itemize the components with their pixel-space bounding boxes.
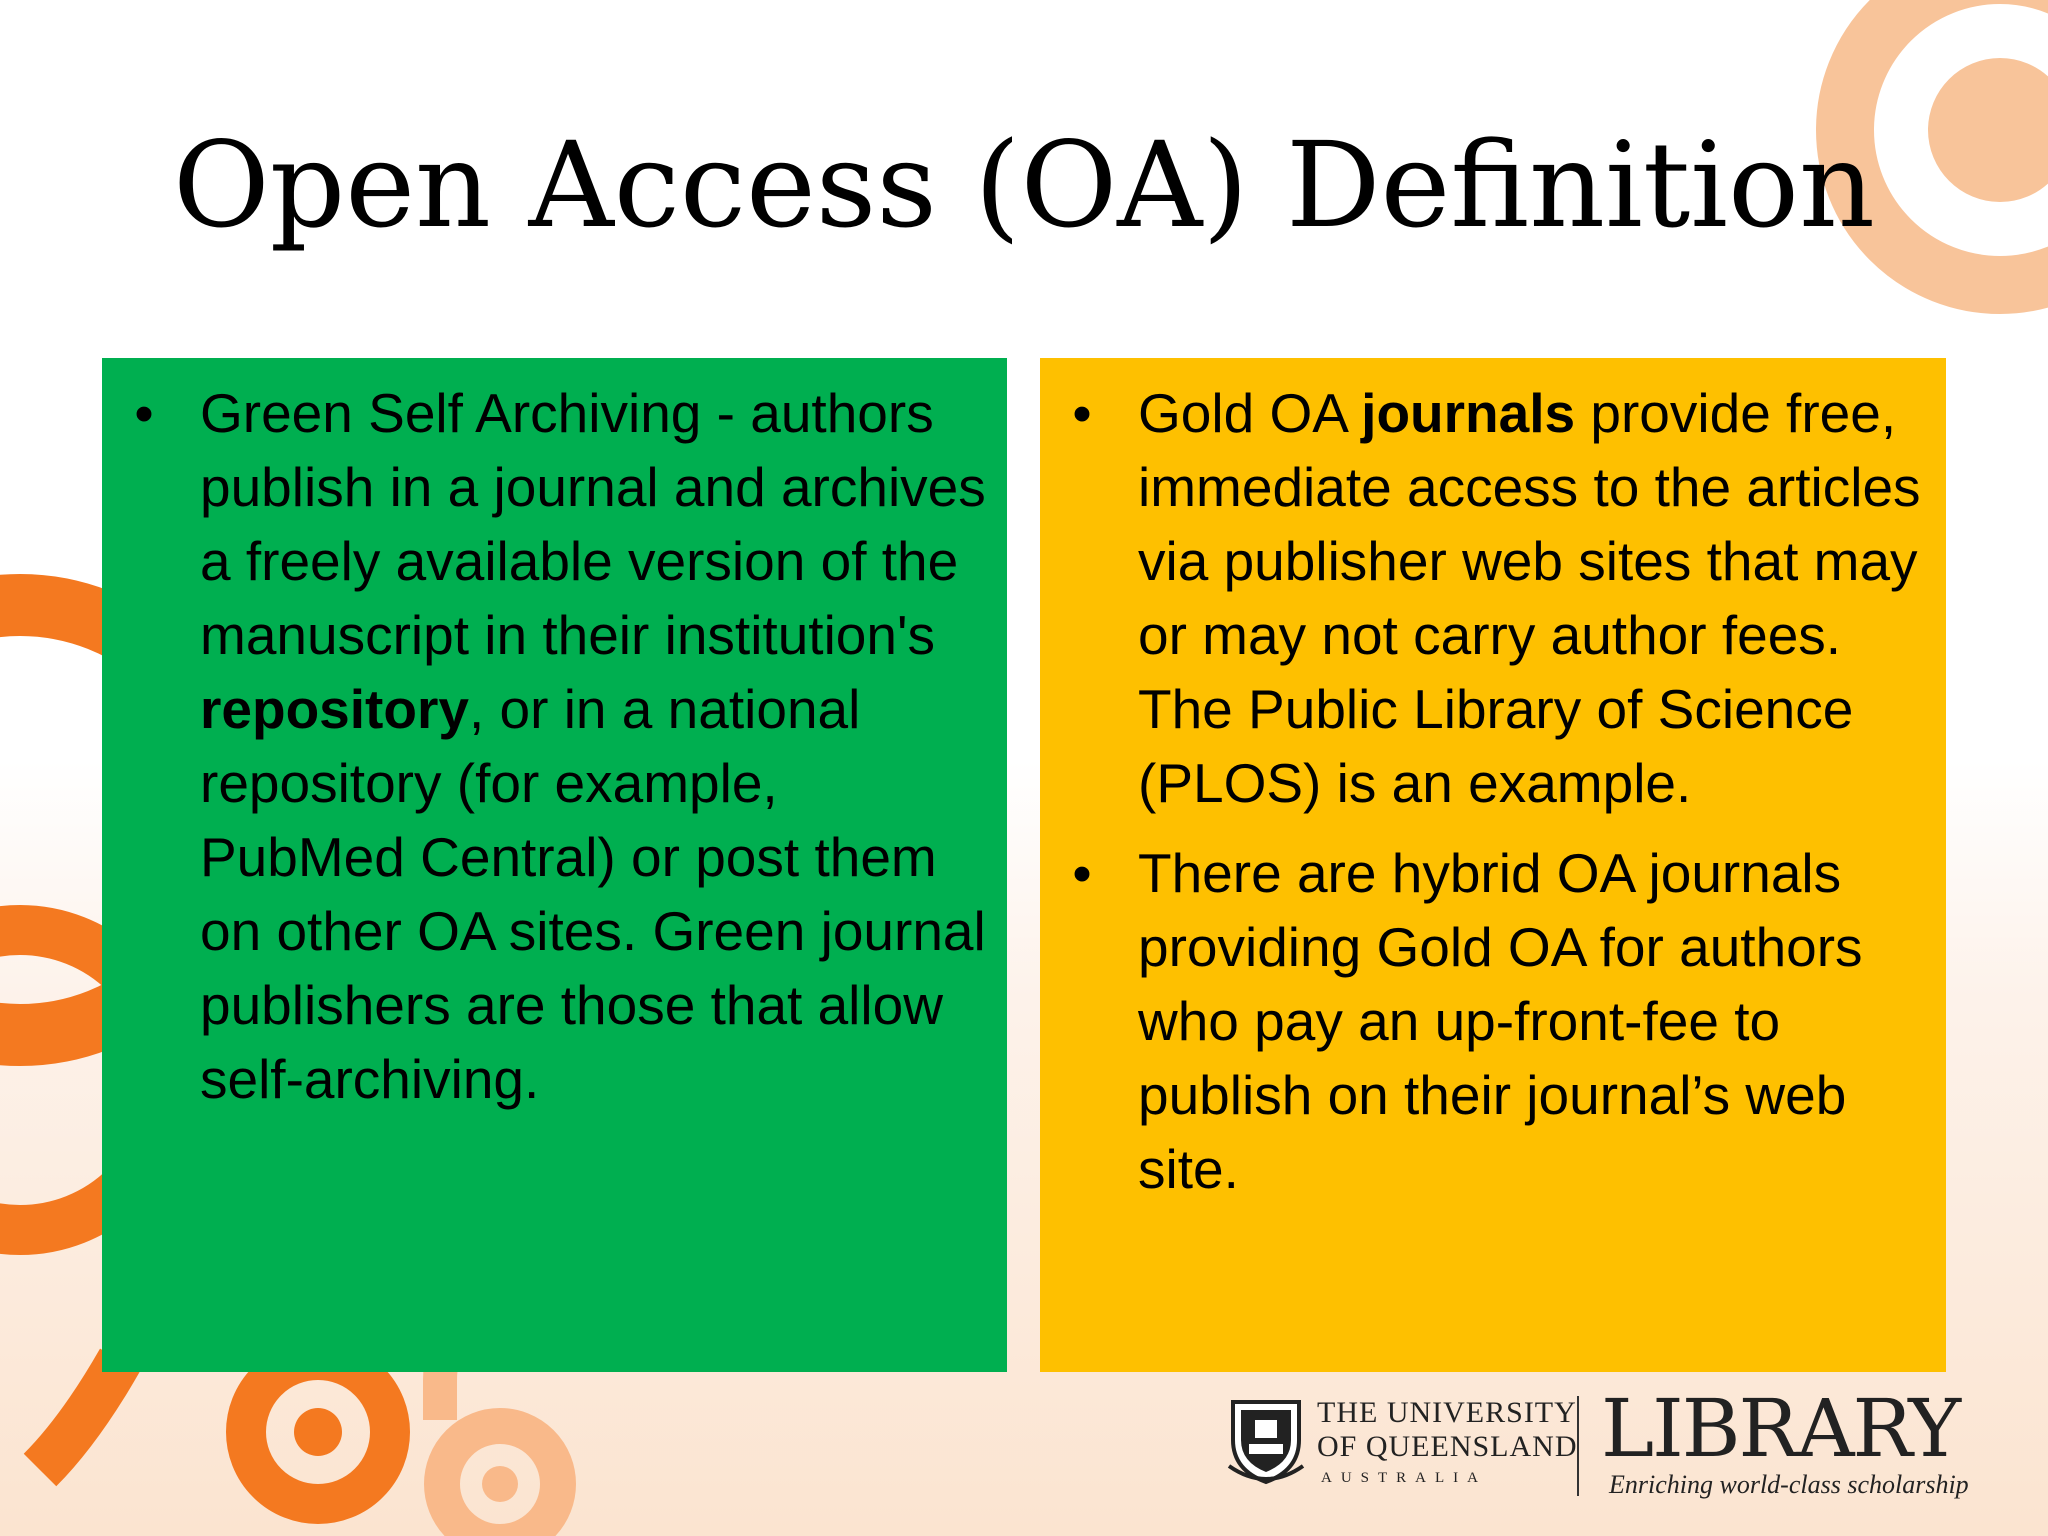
green-oa-list [102, 376, 987, 1116]
uq-library-logo [1225, 1382, 1985, 1502]
uq-crest-icon [1227, 1396, 1305, 1486]
logo-divider [1577, 1396, 1579, 1496]
bullet-icon: • [134, 382, 154, 444]
library-wordmark: LIBRARY [1601, 1382, 1960, 1475]
orange-dot-bottom [294, 1408, 342, 1456]
gold-oa-item [1040, 376, 1926, 820]
green-oa-text-start: Green Self Archiving - authors publish in a journal and archives a freely available version of the manuscript in their institution's [200, 382, 986, 666]
slide-title: Open Access (OA) Definition [172, 116, 1876, 254]
orange-arc-bottom-left [40, 1360, 120, 1470]
bullet-icon: • [1072, 842, 1092, 904]
green-oa-text-end: , or in a national repository (for example, PubMed Central) or post them on other OA sites. Green journal publishers are those that allow self-archiving. [200, 678, 986, 1110]
hybrid-oa-item [1040, 836, 1926, 1206]
bullet-icon: • [1072, 382, 1092, 444]
university-line1: THE UNIVERSITY [1317, 1396, 1577, 1429]
hybrid-oa-text: There are hybrid OA journals providing Gold OA for authors who pay an up-front-fee to publish on their journal’s web site. [1138, 842, 1863, 1200]
gold-oa-list [1040, 376, 1926, 1206]
university-country: AUSTRALIA [1321, 1470, 1487, 1486]
green-oa-item [102, 376, 987, 1116]
university-name [1317, 1396, 1578, 1464]
university-line2: OF QUEENSLAND [1317, 1430, 1578, 1463]
green-oa-bold-term: repository [200, 678, 469, 740]
gold-oa-text-start: Gold OA [1138, 382, 1362, 444]
library-tagline: Enriching world-class scholarship [1609, 1470, 1969, 1499]
gold-oa-text-end: provide free, immediate access to the articles via publisher web sites that may or may not carry author fees. The Public Library of Science (PLOS) is an example. [1138, 382, 1921, 814]
green-oa-panel [102, 358, 1007, 1372]
light-dot-bottom [482, 1466, 518, 1502]
gold-oa-panel [1040, 358, 1946, 1372]
gold-oa-bold-term: journals [1361, 382, 1576, 444]
